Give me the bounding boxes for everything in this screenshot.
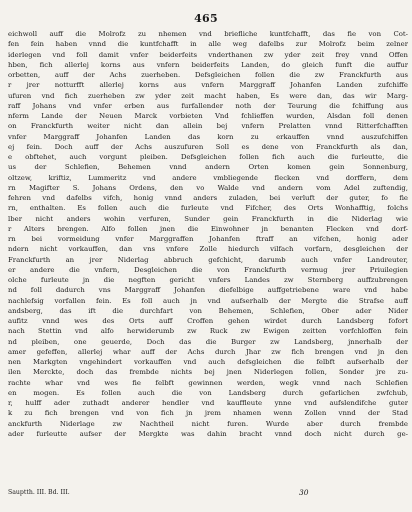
text-line: ufuren vnd fich zuerheben zw yder zeit macht haben, Es were dan, das wir Marg- (8, 91, 408, 100)
text-line: orbetten, auff der Achs zuerheben. Defsgleichen follen die zw Franckfurth aus (8, 71, 408, 79)
text-line: e obftehet, auch vorgunt pleiben. Defsgleichen follen fich auch die furleutte, die (8, 153, 408, 161)
text-line: olche furleute jn die negften gericht vnfers Landes zw Sternberg auffzubrengen (8, 276, 408, 284)
text-line: nach Stettin vnd alfo herwiderumb zw Ruck zw Ewigen zeitten vorfchloffen fein (8, 327, 408, 336)
text-line: nachlefsig vorfallen fein. Es foll auch jn vnd aufserhalb der Mergte die Strafse auff (8, 296, 408, 305)
text-line: k zu fich brengen vnd von fich jn jrem nhamen wenn Zollen vnnd der Stad (8, 409, 408, 418)
body-text (8, 29, 408, 439)
text-line: rn bei vormeidung vnfer Marggraffen Johanfen ftraff an vifchen, honig ader (8, 235, 408, 243)
text-line: nferm Lande der Neuen Marck vorbieten Vnd fchlieffen wurden, Alsdan foll denen (8, 112, 408, 120)
text-line: nd foll dadurch vns Marggraff Johanfen diefelbige auffgetriebene ware vnd habe (8, 286, 408, 295)
text-line: eichwoll auff die Molrofz zu nhemen vnd briefliche kuntfchafft, das fie von Cot- (8, 30, 408, 38)
text-line: on Franckfurth weiter nicht dan allein bej vnfern Prelatten vnnd Ritterfchafften (8, 122, 408, 131)
text-line: raff Johans vnd vnfer erben aus furfallender noth der Teurung die fchiffung aus (8, 101, 408, 110)
footer-signature: Sauptth. III. Bd. III. (8, 489, 70, 496)
text-line: r jrer notturfft allerlej korns aus vnfern Marggraff Johanfen Landen zufchiffe (8, 81, 408, 90)
text-line: fen fein haben vnnd die kuntfchafft in alle weg dafelbs zur Molrofz beim zelner (8, 40, 408, 49)
text-line: rn, enthalten. Es follen auch die furleute vnd Fifcher, des Orts Wonhafftig, folchs (8, 204, 408, 213)
text-line: nd pleiben, one geuerde, Doch das die Burger zw Landsberg, jnnerhalb der (8, 337, 408, 346)
text-line: andsberg, das ift die durchfart von Behemen, Schlefien, Ober ader Nider (8, 306, 408, 315)
text-line: ndern nicht vorkauffen, dan vns vnfere Zolle hiedurch vilfach vorfarn, desgleichen der (8, 245, 408, 254)
text-line: amer gefeffen, allerlej whar auff der Achs durch Jhar zw fich brengen vnd jn den (8, 347, 408, 356)
text-line: en mogen. Es follen auch die von Landsberg durch gefarlichen zwfchub, (8, 388, 408, 397)
text-line: er andere die vnfern, Desgleichen die von Franckfurth vermug jrer Priuilegien (8, 265, 408, 274)
page-number: 465 (194, 12, 218, 25)
text-line: hben, fich allerlej korns aus vnfern beiderfeits Landen, do gleich funft die auffur (8, 60, 408, 69)
page-footer (8, 489, 404, 501)
text-line: r, hulff ader zuthadt anderer hendler vnd kauffleute ynne vnd aufslendifche guter (8, 399, 408, 407)
text-line: ej fein. Doch auff der Achs auszufuren Soll es dene von Franckfurth als dan, (8, 142, 408, 151)
text-line: Franckfurth an jrer Niderlag abbruch gefchicht, darumb auch vnfer Landreuter, (8, 255, 408, 264)
text-line: rn Magifter S. Johans Ordens, den vo Walde vnd andern vom Adel zuftendig, (8, 183, 408, 192)
text-line: iderlegen vnd foll damit vnfer beiderfeits vnderthanen zw yder zeit frey vnnd Offen (8, 50, 408, 59)
text-line: fehren vnd dafelbs vifch, honig vnnd anders zuladen, bei verluft der guter, fo fie (8, 194, 408, 202)
text-line: ilen Merckte, doch das frembde nichts bej jnen Niderlegen follen, Sonder jre zu- (8, 368, 408, 377)
text-line: vnfer Marggraff Johanfen Landen das korn zu erkauffen vnnd auszufchiffen (8, 132, 408, 141)
text-line: ader furleutte aufser der Mergkte was dahin bracht vnnd doch nicht durch ge- (8, 429, 408, 438)
text-line: nen Markgten vngehindert vorkauffen vnd auch defsgleichen die felbft aufserhalb der (8, 358, 408, 366)
text-line: us der Schlefien, Behemen vnnd andern Orten komen gein Sonnenburg, (8, 163, 408, 172)
text-line: r Alters brengen. Alfo follen jnen die Einwohner jn benanten Flecken vnd dorf- (8, 224, 408, 233)
text-line: lber nicht anders wohin verfuren, Sunder gein Franckfurth in die Niderlag wie (8, 214, 408, 223)
text-line: aufitz vnnd wes des Orts auff Croffen gehen wirdet durch Landsberg fofort (8, 317, 408, 325)
text-line: oltzew, kriftiz, Lummeritz vnd andere vmbliegende flecken vnd dorffern, dem (8, 173, 408, 182)
text-line: anckfurth Niderlage zw Nachtheil nicht furen. Wurde aber durch frembde (8, 419, 408, 428)
footer-folio: 30 (299, 488, 309, 497)
text-line: rachte whar vnd wes fie felbft gewinnen werden, wegk vnnd nach Schlefien (8, 378, 408, 387)
